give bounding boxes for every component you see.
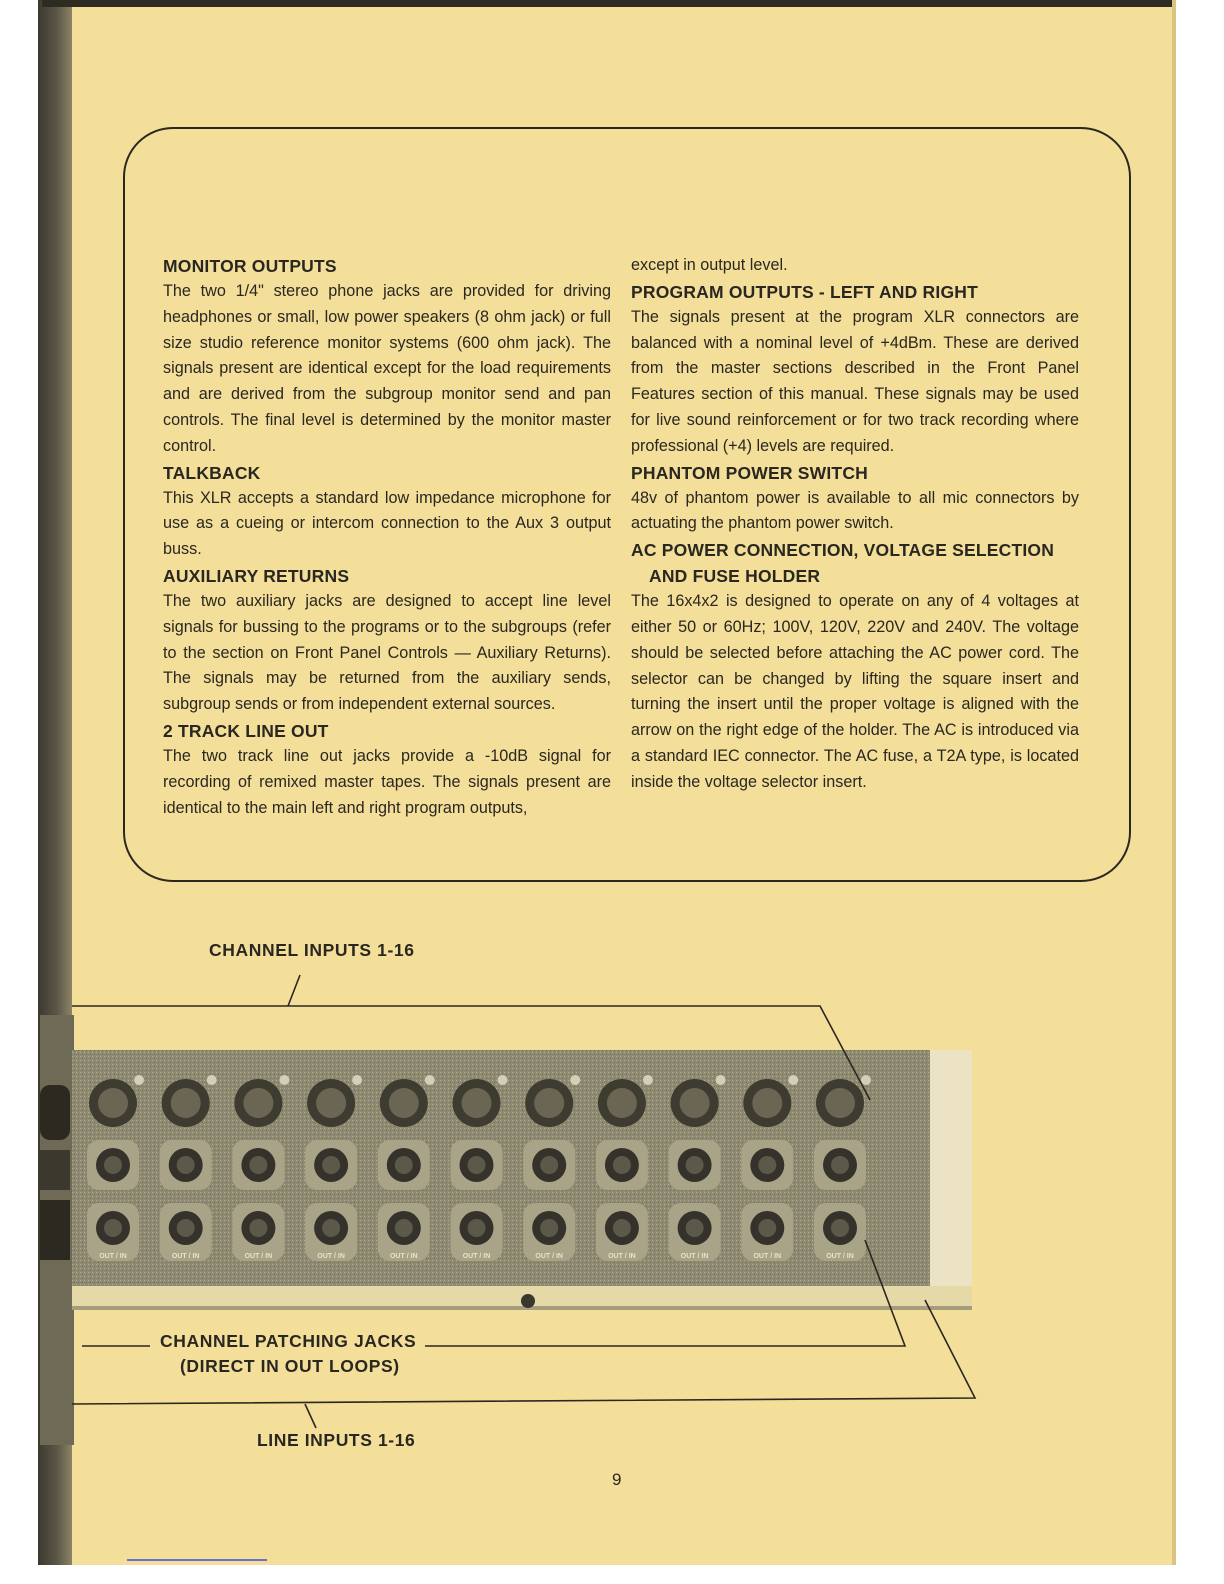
- line-inputs-label: LINE INPUTS 1-16: [257, 1430, 416, 1450]
- jack-column: [814, 1075, 871, 1261]
- section-heading: 2 TRACK LINE OUT: [163, 720, 329, 741]
- jack-caption: OUT / IN: [753, 1253, 782, 1260]
- panel-screw: [521, 1294, 535, 1308]
- section-body: The two 1/4" stereo phone jacks are provided for driving headphones or small, low power speakers (8 ohm jack) or full size studio reference monitor systems (600 ohm jack). The signals present are identical except for the load requirements and are derived from the subgroup monitor send and pan controls. The final level is determined by the monitor master control.: [163, 282, 611, 455]
- patching-jacks-sublabel: (DIRECT IN OUT LOOPS): [180, 1356, 400, 1376]
- line-inputs-leader: [72, 1300, 975, 1404]
- jack-caption: OUT / IN: [99, 1253, 127, 1260]
- jack-column: [596, 1075, 653, 1261]
- line-inputs-tick: [305, 1404, 316, 1428]
- channel-inputs-label: CHANNEL INPUTS 1-16: [209, 940, 415, 960]
- section-heading: PROGRAM OUTPUTS - LEFT AND RIGHT: [631, 281, 978, 302]
- jack-column: [523, 1075, 580, 1261]
- patching-jacks-label: CHANNEL PATCHING JACKS: [160, 1331, 417, 1351]
- section-body: 48v of phantom power is available to all mic connectors by actuating the phantom power switch.: [631, 488, 1079, 533]
- section-heading: MONITOR OUTPUTS: [163, 256, 337, 276]
- section-body: This XLR accepts a standard low impedance microphone for use as a cueing or intercom connection to the Aux 3 output buss.: [163, 488, 611, 559]
- panel-end: [930, 1050, 972, 1286]
- jack-caption: OUT / IN: [317, 1253, 345, 1260]
- section-body: The 16x4x2 is designed to operate on any of 4 voltages at either 50 or 60Hz; 100V, 120V, 220V and 240V. The voltage should be selected before attaching the AC power cord. The selector can be changed by lifting the square insert and turning the insert until the proper voltage is aligned with the arrow on the right edge of the holder. The AC is introduced via a standard IEC connector. The AC fuse, a T2A type, is located inside the voltage selector insert.: [631, 592, 1079, 791]
- jack-caption: OUT / IN: [389, 1253, 418, 1260]
- section-heading: AUXILIARY RETURNS: [163, 565, 350, 586]
- console-side: [40, 1015, 74, 1445]
- jack-column: [669, 1075, 726, 1261]
- jack-caption: OUT / IN: [608, 1253, 636, 1260]
- jack-columns: [87, 1075, 871, 1261]
- jack-column: [160, 1075, 217, 1261]
- page-number: 9: [612, 1470, 622, 1489]
- section-heading: PHANTOM POWER SWITCH: [631, 462, 869, 483]
- jack-caption: OUT / IN: [244, 1253, 273, 1260]
- section-body: The two auxiliary jacks are designed to accept line level signals for bussing to the programs or to the subgroups (refer to the section on Front Panel Controls — Auxiliary Returns). The signals may be returned from the auxiliary sends, subgroup sends or from independent external sources.: [163, 591, 611, 714]
- jack-column: [305, 1075, 362, 1261]
- continuation-text: except in output level.: [631, 256, 788, 274]
- section-heading: TALKBACK: [163, 462, 261, 483]
- jack-column: [741, 1075, 798, 1261]
- jack-caption: OUT / IN: [680, 1253, 709, 1260]
- jack-column: [87, 1075, 144, 1261]
- jack-caption: OUT / IN: [535, 1253, 564, 1260]
- section-body: The two track line out jacks provide a -10dB signal for recording of remixed master tapes. The signals present are identical to the main left and right program outputs,: [163, 746, 611, 817]
- section-body: The signals present at the program XLR connectors are balanced with a nominal level of +4dBm. These are derived from the master sections described in the Front Panel Features section of this manual. These signals may be used for live sound reinforcement or for two track recording where professional (+4) levels are required.: [631, 307, 1079, 455]
- channel-inputs-tick: [288, 975, 300, 1006]
- jack-caption: OUT / IN: [826, 1253, 854, 1260]
- jack-column: [378, 1075, 435, 1261]
- jack-caption: OUT / IN: [171, 1253, 200, 1260]
- section-heading: AC POWER CONNECTION, VOLTAGE SELECTION: [631, 540, 1055, 561]
- jack-column: [232, 1075, 289, 1261]
- jack-caption: OUT / IN: [462, 1253, 491, 1260]
- section-heading-line2: AND FUSE HOLDER: [649, 566, 821, 587]
- jack-column: [451, 1075, 508, 1261]
- page-mark: [127, 1559, 267, 1561]
